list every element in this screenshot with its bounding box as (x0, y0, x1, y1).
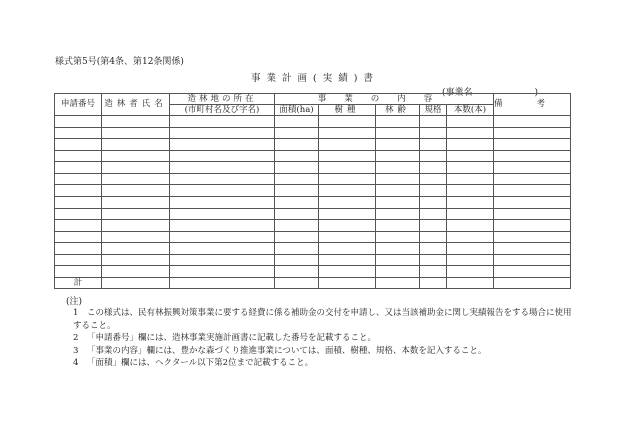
table-cell[interactable] (170, 127, 275, 139)
note-number: 2 (73, 333, 79, 343)
table-cell[interactable] (447, 185, 494, 197)
table-row (55, 127, 571, 139)
page-title: 事業計画(実績)書 (251, 73, 379, 84)
table-cell[interactable] (420, 162, 447, 174)
table-row (55, 150, 571, 162)
table-cell[interactable] (275, 162, 319, 174)
table-cell[interactable] (420, 208, 447, 220)
table-cell[interactable] (447, 231, 494, 243)
form-id: 様式第5号(第4条、第12条関係) (55, 57, 184, 67)
table-cell[interactable] (447, 116, 494, 128)
table-cell[interactable] (376, 197, 420, 209)
table-cell[interactable] (170, 162, 275, 174)
table-cell[interactable] (494, 277, 571, 288)
table-cell[interactable] (494, 243, 571, 255)
table-cell[interactable] (55, 185, 102, 197)
table-cell[interactable] (55, 197, 102, 209)
table-cell[interactable] (170, 116, 275, 128)
table-cell[interactable] (102, 116, 170, 128)
table-cell[interactable] (420, 116, 447, 128)
table-cell[interactable] (494, 185, 571, 197)
table-cell[interactable] (376, 127, 420, 139)
table-cell[interactable] (319, 208, 376, 220)
table-cell[interactable] (319, 162, 376, 174)
table-cell[interactable] (102, 277, 170, 288)
table-cell[interactable] (275, 139, 319, 151)
table-row (55, 185, 571, 197)
table-cell[interactable] (376, 231, 420, 243)
table-cell[interactable] (170, 231, 275, 243)
table-cell[interactable] (447, 150, 494, 162)
table-cell[interactable] (170, 266, 275, 278)
table-row (55, 197, 571, 209)
table-cell[interactable] (376, 266, 420, 278)
table-row (55, 162, 571, 174)
table-cell[interactable] (170, 208, 275, 220)
table-cell[interactable] (170, 277, 275, 288)
table-body (55, 116, 571, 278)
table-cell[interactable] (447, 162, 494, 174)
table-cell[interactable] (447, 173, 494, 185)
table-cell[interactable] (494, 197, 571, 209)
table-cell[interactable] (55, 220, 102, 232)
header-standard: 規格 (420, 105, 447, 116)
table-cell[interactable] (447, 197, 494, 209)
table-cell[interactable] (102, 162, 170, 174)
table-cell[interactable] (376, 277, 420, 288)
table-cell[interactable] (275, 277, 319, 288)
table-cell[interactable] (494, 162, 571, 174)
notes-heading: (注) (66, 297, 83, 307)
header-planter-name: 造林者氏名 (102, 94, 170, 116)
table-cell[interactable] (420, 127, 447, 139)
business-plan-table (54, 93, 580, 289)
note-item (73, 357, 578, 370)
table-cell[interactable] (447, 254, 494, 266)
table-cell[interactable] (275, 150, 319, 162)
table-cell[interactable] (376, 139, 420, 151)
table-cell[interactable] (275, 220, 319, 232)
note-text: この様式は、民有林振興対策事業に要する経費に係る補助金の交付を申請し、又は当該補助金に関し実績報告をする場合に使用すること。 (73, 308, 572, 331)
table-cell[interactable] (376, 162, 420, 174)
table-cell[interactable] (494, 231, 571, 243)
table-cell[interactable] (170, 139, 275, 151)
table-cell[interactable] (376, 173, 420, 185)
table-row (55, 243, 571, 255)
table-cell[interactable] (55, 150, 102, 162)
table-cell[interactable] (319, 139, 376, 151)
table-cell[interactable] (102, 254, 170, 266)
table-row (55, 173, 571, 185)
table-cell[interactable] (376, 254, 420, 266)
table-cell[interactable] (170, 243, 275, 255)
table-cell[interactable] (55, 116, 102, 128)
notes-list (73, 307, 578, 370)
table-cell[interactable] (319, 150, 376, 162)
table-cell[interactable] (55, 208, 102, 220)
table-cell[interactable] (55, 231, 102, 243)
table-cell[interactable] (319, 254, 376, 266)
header-remarks: 備考 (494, 94, 571, 116)
header-forest-age: 林齢 (376, 105, 420, 116)
table-cell[interactable] (275, 197, 319, 209)
note-text: 「事業の内容」欄には、豊かな森づくり推進事業については、面積、樹種、規格、本数を記入すること。 (87, 345, 487, 356)
header-area: 面積(ha) (275, 105, 319, 116)
table-cell[interactable] (102, 231, 170, 243)
table-cell[interactable] (319, 231, 376, 243)
table-cell[interactable] (447, 220, 494, 232)
table-cell[interactable] (275, 254, 319, 266)
table-cell[interactable] (376, 150, 420, 162)
header-location: 造林地の所在 (170, 94, 275, 105)
table-row (55, 208, 571, 220)
table-cell[interactable] (420, 220, 447, 232)
table-cell[interactable] (447, 208, 494, 220)
table-row (55, 116, 571, 128)
table-cell[interactable] (55, 173, 102, 185)
table-cell[interactable] (420, 197, 447, 209)
table-cell[interactable] (376, 116, 420, 128)
table-cell[interactable] (55, 127, 102, 139)
table-cell[interactable] (494, 208, 571, 220)
table-cell[interactable] (420, 150, 447, 162)
table-cell[interactable] (447, 127, 494, 139)
table-cell[interactable] (275, 116, 319, 128)
table-cell[interactable] (275, 243, 319, 255)
table-cell[interactable] (102, 208, 170, 220)
table-cell[interactable] (170, 220, 275, 232)
table-cell[interactable] (275, 173, 319, 185)
table-cell[interactable] (319, 266, 376, 278)
table-cell[interactable] (55, 254, 102, 266)
table-cell[interactable] (447, 243, 494, 255)
note-text: 「申請番号」欄には、造林事業実施計画書に記載した番号を記載すること。 (87, 333, 377, 343)
table-row (55, 254, 571, 266)
header-location-sub: (市町村名及び字名) (170, 105, 275, 116)
total-label: 計 (55, 277, 102, 288)
note-item (73, 345, 578, 358)
table-cell[interactable] (102, 173, 170, 185)
note-item (73, 307, 578, 332)
header-business-content: 事業の内容 (275, 94, 494, 105)
table-cell[interactable] (319, 116, 376, 128)
table-cell[interactable] (376, 185, 420, 197)
note-item (73, 332, 578, 345)
table-cell[interactable] (319, 243, 376, 255)
table-cell[interactable] (275, 208, 319, 220)
table-cell[interactable] (376, 208, 420, 220)
table-cell[interactable] (275, 266, 319, 278)
table-cell[interactable] (102, 220, 170, 232)
table-cell[interactable] (319, 127, 376, 139)
table-cell[interactable] (275, 185, 319, 197)
table-cell[interactable] (319, 220, 376, 232)
table-cell[interactable] (376, 243, 420, 255)
total-row (55, 277, 571, 288)
table-row (55, 139, 571, 151)
table-cell[interactable] (170, 254, 275, 266)
table-cell[interactable] (319, 197, 376, 209)
table-cell[interactable] (170, 185, 275, 197)
table-cell[interactable] (494, 220, 571, 232)
table-cell[interactable] (170, 197, 275, 209)
table-cell[interactable] (102, 243, 170, 255)
table-cell[interactable] (420, 254, 447, 266)
table-cell[interactable] (420, 266, 447, 278)
table-cell[interactable] (494, 139, 571, 151)
table-cell[interactable] (319, 185, 376, 197)
table-cell[interactable] (494, 173, 571, 185)
table-cell[interactable] (420, 139, 447, 151)
header-tree-species: 樹種 (319, 105, 376, 116)
table-cell[interactable] (102, 185, 170, 197)
note-text: 「面積」欄には、ヘクタール以下第2位まで記載すること。 (87, 358, 314, 368)
table-cell[interactable] (420, 173, 447, 185)
table-cell[interactable] (170, 173, 275, 185)
project-name-close: ) (534, 88, 539, 98)
table-cell[interactable] (102, 139, 170, 151)
note-number: 4 (73, 358, 79, 368)
table-cell[interactable] (55, 162, 102, 174)
table-cell[interactable] (275, 231, 319, 243)
table-cell[interactable] (420, 243, 447, 255)
table-cell[interactable] (494, 254, 571, 266)
table-cell[interactable] (55, 139, 102, 151)
note-number: 3 (73, 345, 79, 356)
table-cell[interactable] (102, 127, 170, 139)
table-cell[interactable] (102, 197, 170, 209)
table-cell[interactable] (420, 231, 447, 243)
table-cell[interactable] (494, 127, 571, 139)
table-cell[interactable] (447, 266, 494, 278)
table-cell[interactable] (420, 277, 447, 288)
table-row (55, 220, 571, 232)
header-application-number: 申請番号 (55, 94, 102, 116)
table-cell[interactable] (494, 150, 571, 162)
table-row (55, 231, 571, 243)
table-cell[interactable] (376, 220, 420, 232)
table-cell[interactable] (447, 277, 494, 288)
table-cell[interactable] (319, 277, 376, 288)
table-cell[interactable] (102, 150, 170, 162)
table-cell[interactable] (319, 173, 376, 185)
table-cell[interactable] (102, 266, 170, 278)
table-cell[interactable] (494, 266, 571, 278)
table-cell[interactable] (170, 150, 275, 162)
table-cell[interactable] (494, 116, 571, 128)
table-row (55, 266, 571, 278)
table-cell[interactable] (275, 127, 319, 139)
header-number-of-trees: 本数(本) (447, 105, 494, 116)
table-cell[interactable] (420, 185, 447, 197)
table-cell[interactable] (55, 243, 102, 255)
note-number: 1 (73, 308, 79, 318)
table-cell[interactable] (447, 139, 494, 151)
project-name-open: (事業名 (442, 88, 473, 98)
table-cell[interactable] (55, 266, 102, 278)
